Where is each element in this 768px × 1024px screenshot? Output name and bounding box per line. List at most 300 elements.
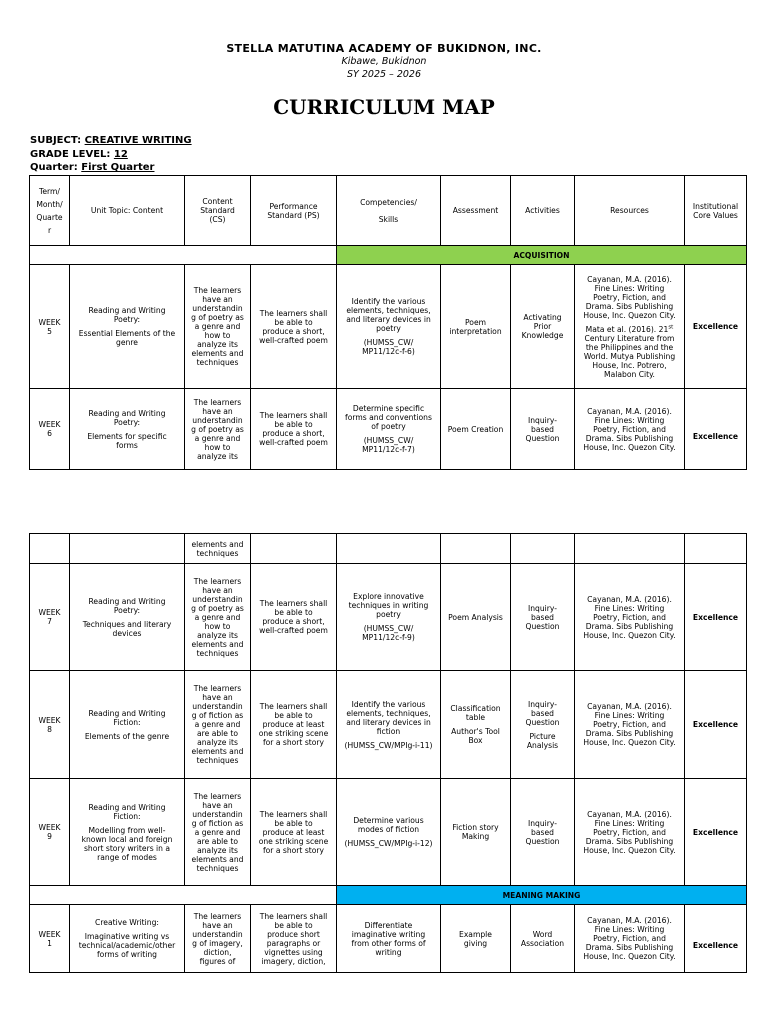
assessment-cell — [441, 534, 511, 564]
text-line: elements and — [191, 639, 244, 649]
text-line: Modelling from well- — [88, 825, 166, 835]
text-line: The learners — [193, 286, 242, 295]
text-line: how to — [204, 442, 231, 452]
text-line: House, Inc. Quezon City. — [583, 738, 676, 747]
col-term — [30, 176, 70, 246]
section-meaning-making: MEANING MAKING — [337, 886, 747, 905]
subject-line — [30, 135, 192, 146]
text-line: Inquiry- — [527, 818, 558, 828]
text-line: WEEK — [38, 929, 61, 939]
cs-cell — [185, 671, 251, 779]
text-line: Poetry: — [113, 605, 141, 615]
text-line: Elements of the genre — [84, 731, 170, 741]
text-line: be able to — [274, 711, 313, 720]
text-line: Fiction: — [113, 717, 141, 727]
text-line: genre — [116, 338, 138, 347]
text-line: range of modes — [97, 852, 157, 862]
text-line: 7 — [47, 617, 52, 626]
assessment-cell — [441, 779, 511, 886]
text-line: elements, techniques, — [346, 306, 431, 315]
text-line: Activating — [523, 313, 562, 322]
text-line: MP11/12c-f-6) — [362, 347, 415, 356]
text-line: giving — [463, 938, 488, 948]
text-line: how to — [204, 621, 231, 631]
text-line: Explore innovative — [353, 592, 424, 601]
text-line: 5 — [47, 326, 52, 336]
text-line: Competencies/ — [360, 197, 417, 207]
activities-cell — [511, 564, 575, 671]
core-value-cell: Excellence — [685, 779, 747, 886]
text-line: Determine various — [353, 816, 424, 825]
text-line: fiction — [376, 726, 401, 736]
text-line: Reading and Writing — [88, 802, 166, 812]
text-line: Poetry, Fiction, and — [593, 292, 666, 302]
text-line: poetry — [376, 610, 401, 619]
header-row — [30, 176, 747, 246]
text-line: produce a short, — [262, 326, 325, 336]
text-line: Picture — [529, 731, 556, 741]
subject-value: CREATIVE WRITING — [84, 135, 192, 146]
text-line: Quarte — [36, 212, 63, 222]
text-line: produce short — [267, 929, 320, 939]
week-cell — [30, 671, 70, 779]
resources-cell — [575, 779, 685, 886]
ps-cell — [251, 905, 337, 973]
text-line: a genre and — [194, 827, 241, 837]
quarter-label: Quarter: — [30, 162, 78, 173]
text-line: Poetry: — [113, 417, 141, 427]
text-line: Standard (PS) — [267, 210, 320, 220]
text-line: MP11/12c-f-7) — [362, 445, 415, 454]
text-line: The learners shall — [259, 411, 328, 420]
text-line: produce at least — [262, 720, 325, 729]
unit-cell — [70, 534, 185, 564]
resources-cell — [575, 389, 685, 470]
text-line: elements, techniques, — [346, 708, 431, 718]
text-line: paragraphs or — [266, 938, 321, 948]
core-value-cell: Excellence — [685, 265, 747, 389]
ps-cell — [251, 265, 337, 389]
text-line: g of fiction as — [191, 818, 244, 828]
text-line: forms and conventions — [345, 413, 432, 422]
text-line: be able to — [274, 420, 313, 429]
text-line: The learners — [193, 576, 242, 586]
quarter-value: First Quarter — [81, 162, 155, 173]
week-cell — [30, 389, 70, 470]
text-line: Example — [459, 929, 492, 939]
text-line: Author's Tool — [451, 727, 500, 736]
resource-entry: Mata et al. (2016). 21st — [585, 323, 674, 334]
text-line: Knowledge — [521, 331, 564, 340]
table-row-continued — [30, 534, 747, 564]
text-line: Making — [461, 832, 490, 841]
text-line: have an — [202, 800, 233, 810]
text-line: (CS) — [209, 215, 226, 224]
text-line: well-crafted poem — [259, 438, 328, 447]
text-line: Fiction: — [113, 811, 141, 821]
activities-cell — [511, 534, 575, 564]
text-line: Question — [525, 836, 560, 846]
text-line: table — [465, 713, 486, 722]
text-line: Cayanan, M.A. (2016). — [587, 702, 672, 711]
cs-cell — [185, 905, 251, 973]
resources-cell — [575, 671, 685, 779]
text-line: WEEK — [38, 823, 61, 832]
resource-entry-cont — [577, 334, 682, 379]
assessment-cell — [441, 265, 511, 389]
text-line: Institutional — [692, 201, 739, 211]
text-line: Fine Lines: Writing — [594, 283, 665, 293]
text-line: Cayanan, M.A. (2016). — [587, 809, 672, 819]
text-line: techniques — [196, 648, 239, 658]
text-line: techniques — [196, 358, 239, 367]
text-line: are able to — [197, 729, 238, 738]
text-line: Question — [525, 717, 560, 727]
text-line: g of poetry as — [191, 424, 244, 434]
text-line: be able to — [274, 317, 313, 327]
col-unit: Unit Topic: Content — [70, 176, 185, 246]
core-value-cell: Excellence — [685, 905, 747, 973]
text-line: Poetry, Fiction, and — [593, 612, 666, 622]
text-line: vignettes using — [264, 947, 323, 957]
text-line: (HUMSS_CW/MPIg-i-11) — [344, 740, 433, 750]
text-line: The learners shall — [259, 809, 328, 819]
text-line: Reading and Writing — [88, 306, 166, 315]
text-line: g of fiction as — [191, 711, 244, 720]
section-blank — [30, 246, 337, 265]
text-line: Poetry, Fiction, and — [593, 934, 666, 943]
cs-cell — [185, 534, 251, 564]
text-line: The learners — [193, 684, 242, 693]
text-line: produce a short, — [262, 617, 325, 626]
text-line: have an — [202, 585, 233, 595]
text-line: and literary devices in — [346, 315, 431, 324]
text-line: r — [47, 225, 52, 235]
text-line: Drama. Sibs Publishing — [585, 943, 674, 952]
text-line: Association — [520, 938, 565, 948]
resources-cell — [575, 564, 685, 671]
text-line: Term/ — [39, 186, 60, 196]
text-line: World. Mutya Publishing — [583, 351, 676, 361]
text-line: Cayanan, M.A. (2016). — [587, 594, 672, 604]
unit-cell — [70, 905, 185, 973]
resources-cell — [575, 534, 685, 564]
week-cell — [30, 779, 70, 886]
text-line: Identify the various — [351, 699, 426, 709]
text-line: forms of writing — [97, 950, 157, 959]
text-line: House, Inc. Potrero, — [592, 360, 667, 370]
text-line: the Philippines and the — [585, 342, 674, 352]
text-line: Performance — [269, 201, 318, 211]
col-resources: Resources — [575, 176, 685, 246]
text-line: Question — [525, 621, 560, 631]
text-line: well-crafted poem — [259, 335, 328, 345]
text-line: g of poetry as — [191, 313, 244, 322]
table-row — [30, 389, 747, 470]
text-line: Essential Elements of the — [78, 329, 176, 338]
competency-cell — [337, 905, 441, 973]
text-line: analyze its — [197, 630, 238, 640]
text-line: WEEK — [38, 420, 61, 429]
assessment-cell: Poem Creation — [441, 389, 511, 470]
subject-label: SUBJECT: — [30, 135, 82, 146]
text-line: diction, — [203, 947, 232, 957]
cs-cell — [185, 779, 251, 886]
text-line: WEEK — [38, 715, 61, 725]
cs-cell — [185, 265, 251, 389]
activities-cell — [511, 671, 575, 779]
grade-value: 12 — [113, 149, 128, 160]
col-activities: Activities — [511, 176, 575, 246]
text-line: The learners — [193, 397, 242, 407]
text-line: one striking scene — [258, 729, 329, 738]
text-line: produce at least — [262, 827, 325, 837]
text-line: Reading and Writing — [88, 408, 166, 418]
text-line: have an — [202, 295, 233, 304]
text-line: produce a short, — [262, 429, 325, 438]
text-line: for a short story — [262, 845, 325, 855]
text-line: writing — [375, 947, 402, 957]
activities-cell — [511, 779, 575, 886]
text-line: based — [531, 708, 554, 718]
competency-cell — [337, 671, 441, 779]
unit-cell — [70, 389, 185, 470]
text-line: Poem — [464, 317, 487, 327]
text-line: Imaginative writing vs — [84, 932, 170, 941]
text-line: imaginative writing — [351, 929, 426, 939]
text-line: Skills — [378, 214, 399, 224]
text-line: Box — [468, 736, 483, 745]
text-line: elements and — [191, 349, 244, 358]
text-line: Cayanan, M.A. (2016). — [587, 406, 672, 416]
cs-cell — [185, 564, 251, 671]
text-line: poetry — [376, 324, 401, 333]
text-line: based — [531, 612, 554, 622]
competency-cell — [337, 534, 441, 564]
text-line: Differentiate — [364, 920, 413, 930]
text-line: one striking scene — [258, 836, 329, 846]
text-line: elements and — [191, 747, 244, 756]
text-line: Reading and Writing — [88, 708, 166, 718]
text-line: interpretation — [449, 326, 502, 336]
text-line: MP11/12c-f-9) — [362, 633, 415, 642]
school-year: SY 2025 – 2026 — [347, 69, 421, 80]
text-line: be able to — [274, 608, 313, 617]
text-line: a genre and — [194, 322, 241, 331]
text-line: based — [531, 827, 554, 837]
text-line: Content — [202, 197, 233, 206]
text-line: technical/academic/other — [78, 941, 176, 950]
ps-cell — [251, 389, 337, 470]
text-line: Inquiry- — [527, 415, 558, 425]
text-line: elements and — [191, 539, 244, 549]
text-line: Drama. Sibs Publishing — [585, 621, 674, 631]
text-line: analyze its — [197, 845, 238, 855]
competency-cell — [337, 389, 441, 470]
text-line: Elements for specific — [87, 431, 167, 441]
text-line: House, Inc. Quezon City. — [583, 442, 676, 452]
week-cell — [30, 534, 70, 564]
text-line: Classification — [450, 704, 501, 713]
col-assessment: Assessment — [441, 176, 511, 246]
table-row — [30, 779, 747, 886]
section-blank — [30, 886, 337, 905]
activities-cell — [511, 265, 575, 389]
week-cell — [30, 265, 70, 389]
text-line: techniques — [196, 863, 239, 873]
core-value-cell — [685, 534, 747, 564]
core-value-cell: Excellence — [685, 671, 747, 779]
text-line: 8 — [47, 724, 52, 734]
text-line: figures of — [199, 956, 236, 966]
text-line: Inquiry- — [527, 699, 558, 709]
text-line: Drama. Sibs Publishing — [585, 433, 674, 443]
ps-cell — [251, 534, 337, 564]
text-line: Fine Lines: Writing — [594, 603, 665, 613]
text-line: 1 — [47, 938, 52, 948]
text-line: g of poetry as — [191, 603, 244, 613]
text-line: Drama. Sibs Publishing — [585, 836, 674, 846]
text-line: devices — [112, 628, 142, 638]
competency-cell — [337, 564, 441, 671]
text-line: Question — [525, 433, 560, 443]
text-line: techniques — [196, 756, 239, 765]
ps-cell — [251, 671, 337, 779]
text-line: Determine specific — [352, 404, 425, 413]
text-line: of poetry — [371, 422, 406, 431]
ps-cell — [251, 779, 337, 886]
text-line: understandin — [192, 702, 243, 711]
text-line: Poetry: — [113, 315, 141, 324]
text-line: The learners shall — [259, 599, 328, 608]
text-line: House, Inc. Quezon City. — [583, 310, 676, 320]
text-line: (HUMSS_CW/ — [363, 624, 414, 633]
curriculum-table-part-2 — [29, 533, 747, 973]
text-line: Fine Lines: Writing — [594, 415, 665, 425]
text-line: 6 — [47, 429, 52, 438]
text-line: be able to — [274, 818, 313, 828]
text-line: Standard — [200, 206, 235, 215]
text-line: Drama. Sibs Publishing — [585, 729, 674, 738]
text-line: analyze its — [197, 340, 238, 349]
table-row — [30, 564, 747, 671]
col-cs — [185, 176, 251, 246]
text-line: imagery, diction, — [261, 956, 326, 966]
text-line: a genre and — [194, 720, 241, 729]
section-row-meaning-making — [30, 886, 747, 905]
text-line: Month/ — [36, 199, 63, 209]
unit-cell — [70, 265, 185, 389]
week-cell — [30, 905, 70, 973]
text-line: and literary devices in — [346, 717, 431, 727]
text-line: short story writers in a — [83, 843, 171, 853]
text-line: Word — [532, 929, 553, 939]
quarter-line — [30, 162, 154, 173]
text-line: based — [531, 424, 554, 434]
core-value-cell: Excellence — [685, 389, 747, 470]
text-line: Inquiry- — [527, 603, 558, 613]
text-line: a genre and — [194, 612, 241, 622]
col-ps — [251, 176, 337, 246]
assessment-cell — [441, 905, 511, 973]
text-line: Fine Lines: Writing — [594, 925, 665, 934]
text-line: The learners — [193, 791, 242, 801]
text-line: House, Inc. Quezon City. — [583, 630, 676, 640]
text-line: Identify the various — [351, 297, 426, 306]
text-line: for a short story — [262, 738, 325, 747]
text-line: analyze its — [197, 738, 238, 747]
text-line: Malabon City. — [604, 369, 655, 379]
text-line: Fiction story — [452, 823, 499, 832]
text-line: Fine Lines: Writing — [594, 818, 665, 828]
text-line: Poetry, Fiction, and — [593, 424, 666, 434]
text-line: Creative Writing: — [95, 918, 159, 927]
text-line: (HUMSS_CW/ — [363, 338, 414, 347]
text-line: Cayanan, M.A. (2016). — [587, 274, 672, 284]
unit-cell — [70, 564, 185, 671]
table-row — [30, 671, 747, 779]
text-line: The learners — [193, 911, 242, 921]
text-line: Fine Lines: Writing — [594, 711, 665, 720]
text-line: Reading and Writing — [88, 596, 166, 606]
text-line: (HUMSS_CW/ — [363, 436, 414, 445]
school-location: Kibawe, Bukidnon — [341, 56, 427, 67]
resources-cell — [575, 905, 685, 973]
section-acquisition: ACQUISITION — [337, 246, 747, 265]
school-name: STELLA MATUTINA ACADEMY OF BUKIDNON, INC. — [226, 42, 542, 55]
section-row-acquisition — [30, 246, 747, 265]
text-line: Cayanan, M.A. (2016). — [587, 916, 672, 925]
cs-cell — [185, 389, 251, 470]
text-line: 9 — [47, 832, 52, 841]
text-line: well-crafted poem — [259, 626, 328, 635]
col-values — [685, 176, 747, 246]
page-title: CURRICULUM MAP — [273, 95, 495, 119]
text-line: WEEK — [38, 608, 61, 617]
text-line: a genre and — [194, 433, 241, 443]
activities-cell — [511, 389, 575, 470]
text-line: understandin — [192, 304, 243, 313]
assessment-cell: Poem Analysis — [441, 564, 511, 671]
text-line: have an — [202, 693, 233, 702]
text-line: elements and — [191, 854, 244, 864]
assessment-cell — [441, 671, 511, 779]
text-line: techniques — [196, 548, 239, 558]
text-line: (HUMSS_CW/MPIg-i-12) — [344, 839, 433, 848]
week-cell — [30, 564, 70, 671]
text-line: Poetry, Fiction, and — [593, 720, 666, 729]
text-line: understandin — [192, 929, 243, 939]
text-line: be able to — [274, 920, 313, 930]
unit-cell — [70, 671, 185, 779]
text-line: Techniques and literary — [82, 619, 172, 629]
text-line: how to — [204, 331, 231, 340]
resources-cell — [575, 265, 685, 389]
text-line: Prior — [533, 322, 552, 331]
text-line: have an — [202, 920, 233, 930]
text-line: modes of fiction — [357, 825, 420, 834]
text-line: known local and foreign — [81, 834, 173, 844]
text-line: Analysis — [526, 740, 559, 750]
text-line: Drama. Sibs Publishing — [585, 301, 674, 311]
ps-cell — [251, 564, 337, 671]
text-line: Poetry, Fiction, and — [593, 827, 666, 837]
curriculum-table-part-1 — [29, 175, 747, 470]
resource-entry — [577, 275, 682, 320]
text-line: understandin — [192, 594, 243, 604]
text-line: g of imagery, — [192, 938, 243, 948]
text-line: WEEK — [38, 317, 61, 327]
